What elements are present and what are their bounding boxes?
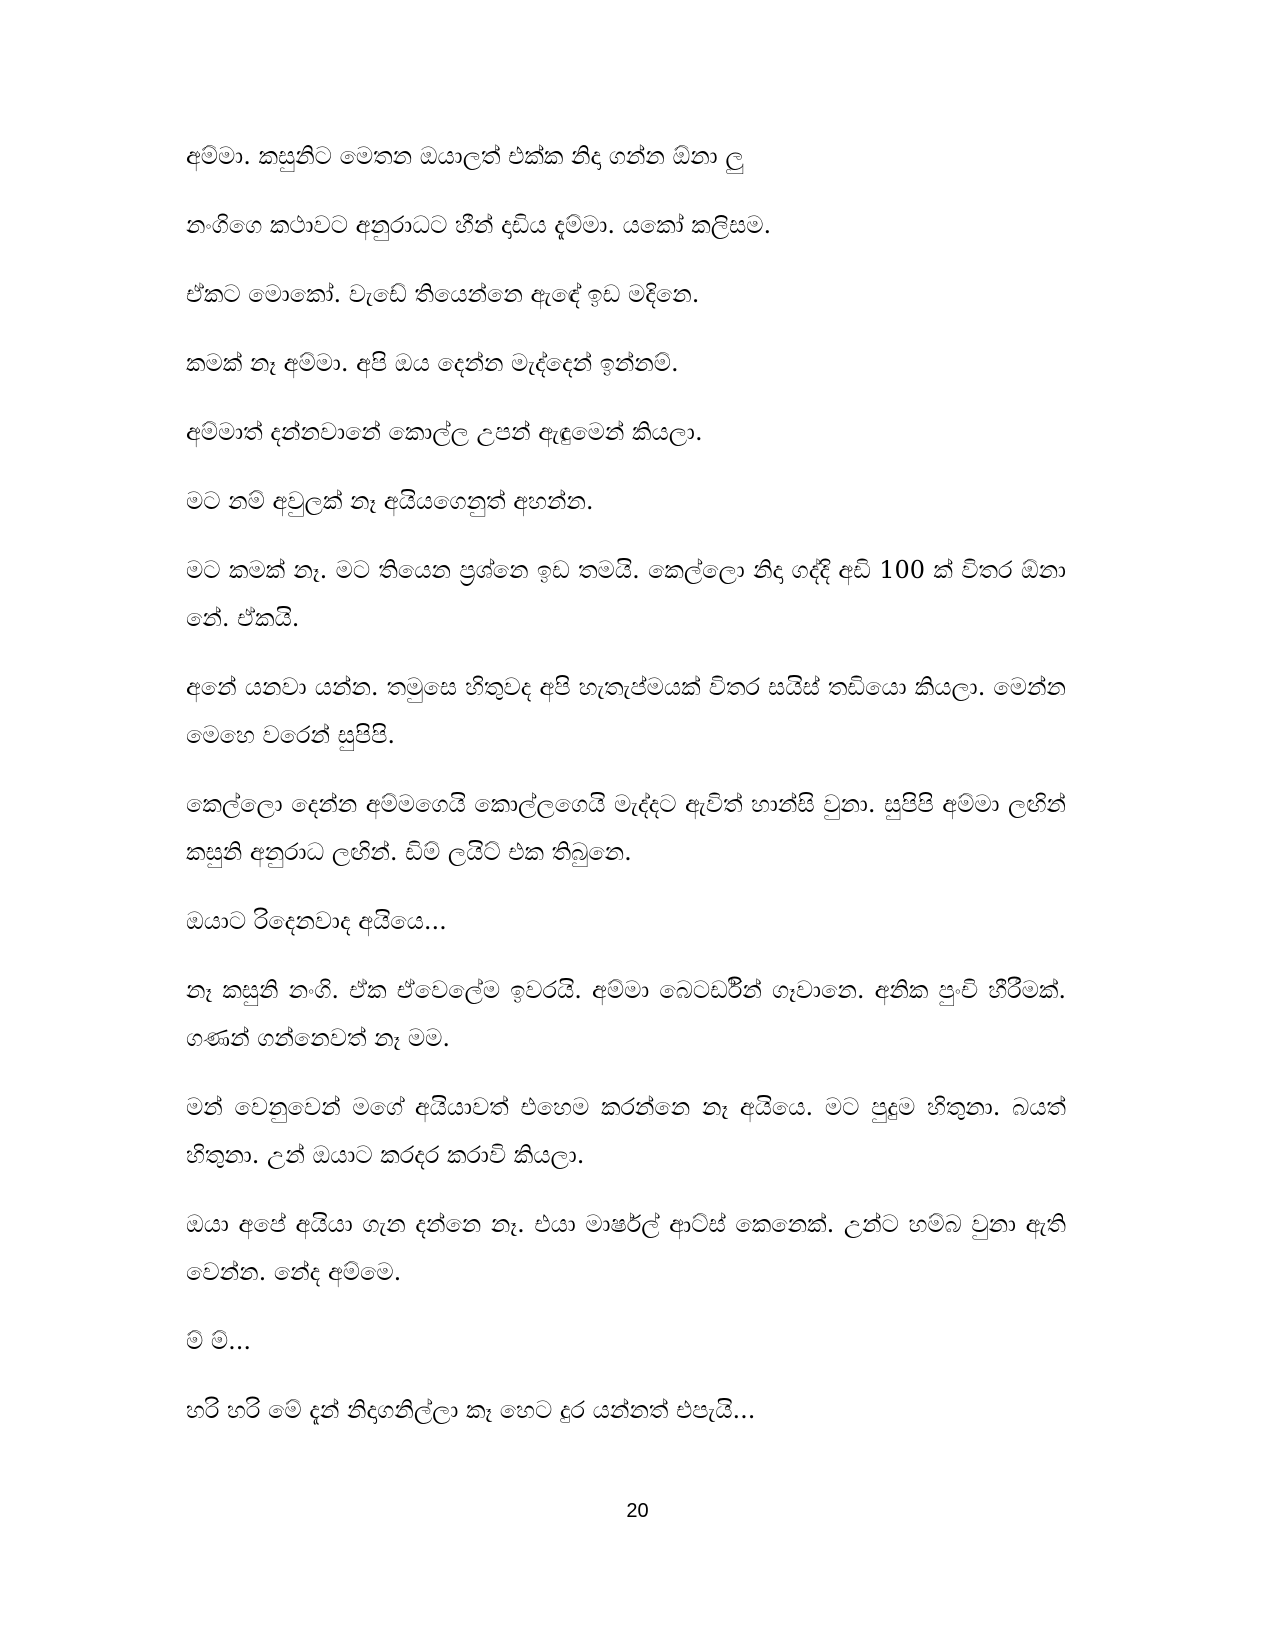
paragraph: නෑ කසුනි නංගි. ඒක ඒවෙලේම ඉවරයි. අම්මා බෙටර්ඩින් ගෑවානෙ. අනික පුංචි හීරීමක්. ගණන් ගන්නෙවත් නෑ මම. <box>186 976 1066 1052</box>
paragraph: කමක් නෑ අම්මා. අපි ඔය දෙන්න මැද්දෙන් ඉන්නම්. <box>186 349 679 377</box>
paragraph: ඒකට මොකෝ. වැඩේ තියෙන්නෙ ඇඳේ ඉඩ මදිනෙ. <box>186 280 700 308</box>
paragraph: මට කමක් නෑ. මට තියෙන ප්‍රශ්නෙ ඉඩ තමයි. කෙල්ලො නිදා ගද්දි අඩි 100 ක් විතර ඕනා නේ. ඒකයි. <box>186 556 1066 632</box>
paragraph: හරි හරි මේ දැන් නිදාගනිල්ලා කෑ හෙට දුර යන්නත් එපැයි... <box>186 1396 756 1424</box>
paragraph: අම්මාත් දන්නවානේ කොල්ල උපන් ඇඳුමෙන් කියලා. <box>186 418 703 446</box>
paragraph: කෙල්ලො දෙන්න අම්මගෙයි කොල්ලගෙයි මැද්දට ඇවිත් හාන්සි වුනා. සුපිපි අම්මා ලඟින් කසුනි අනුරාධ ලඟින්. ඩිම් ලයිට් එක තිබුනෙ. <box>186 790 1066 866</box>
page-body <box>186 132 1066 1455</box>
paragraph: අම්මා. කසුනිට මෙතන ඔයාලත් එක්ක නිදා ගන්න ඕනා ලු <box>186 142 744 170</box>
paragraph: අනේ යනවා යන්න. තමුසෙ හිතුවද අපි හැතැප්මයක් විතර සයිස් තඩියො කියලා. මෙන්න මෙහෙ වරෙන් සුපිපි. <box>186 673 1066 749</box>
paragraph: නංගිගෙ කථාවට අනුරාධට හීන් දාඩිය දැම්මා. යකෝ කලිසම. <box>186 211 772 239</box>
paragraph: මන් වෙනුවෙන් මගේ අයියාවත් එහෙම කරන්නෙ නෑ අයියෙ. මට පුදුම හිතුනා. බයත් හිතුනා. උන් ඔයාට කරදර කරාවි කියලා. <box>186 1093 1066 1169</box>
paragraph: ඔයා අපේ අයියා ගැන දන්නෙ නෑ. එයා මාර්ෂල් ආට්ස් කෙනෙක්. උන්ට හම්බ වුනා ඇති වෙන්න. නේද අම්මෙ. <box>186 1210 1066 1286</box>
paragraph: මට නම් අවුලක් නෑ අයියගෙනුත් අහන්න. <box>186 487 594 515</box>
paragraph: ම් ම්... <box>186 1327 252 1355</box>
paragraph: ඔයාට රිදෙනවාද අයියෙ... <box>186 907 447 935</box>
page-number: 20 <box>626 1500 649 1522</box>
